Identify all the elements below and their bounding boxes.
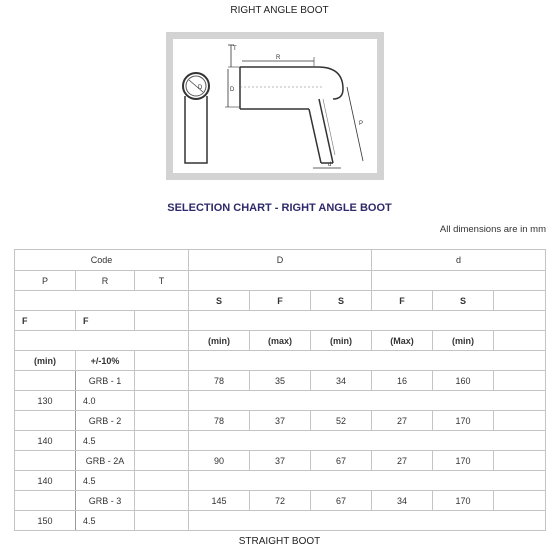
d-upper-label: D	[230, 87, 235, 93]
code-cell: GRB - 2A	[76, 451, 135, 471]
r-cell: 4.5	[76, 511, 135, 531]
table-row	[15, 451, 546, 471]
p-cell: 130	[15, 391, 76, 411]
table-row	[15, 431, 546, 451]
selection-chart-title: SELECTION CHART - RIGHT ANGLE BOOT	[167, 202, 392, 214]
d-lower-label: d	[328, 162, 332, 168]
f-header: F	[372, 291, 433, 311]
s-header: S	[311, 291, 372, 311]
value-cell: 27	[372, 451, 433, 471]
table-row	[15, 471, 546, 491]
selection-table	[14, 249, 546, 531]
table-row	[15, 511, 546, 531]
page-title: RIGHT ANGLE BOOT	[230, 5, 329, 16]
f-header: F	[15, 311, 76, 331]
right-angle-boot-diagram	[166, 32, 384, 180]
min-header: (min)	[433, 331, 494, 351]
value-cell: 160	[433, 371, 494, 391]
r-cell: 4.5	[76, 471, 135, 491]
code-cell: GRB - 1	[76, 371, 135, 391]
t-label: T	[233, 46, 237, 52]
max-header: (max)	[250, 331, 311, 351]
dimensions-note: All dimensions are in mm	[439, 224, 546, 235]
min-header: (min)	[189, 331, 250, 351]
value-cell: 78	[189, 411, 250, 431]
next-section-title: STRAIGHT BOOT	[238, 536, 321, 547]
table-row	[15, 371, 546, 391]
f-header: F	[76, 311, 135, 331]
value-cell: 34	[372, 491, 433, 511]
p-cell: 140	[15, 471, 76, 491]
value-cell: 72	[250, 491, 311, 511]
table-row	[15, 411, 546, 431]
value-cell: 52	[311, 411, 372, 431]
value-cell: 67	[311, 451, 372, 471]
value-cell: 37	[250, 451, 311, 471]
code-cell: GRB - 2	[76, 411, 135, 431]
value-cell: 145	[189, 491, 250, 511]
min-header: (min)	[15, 351, 76, 371]
table-row	[15, 491, 546, 511]
small-d-header: d	[372, 250, 546, 271]
r-cell: 4.5	[76, 431, 135, 451]
tolerance-header: +/-10%	[76, 351, 135, 371]
max-header: (Max)	[372, 331, 433, 351]
value-cell: 35	[250, 371, 311, 391]
r-label: R	[276, 55, 281, 61]
r-header: R	[76, 271, 135, 291]
value-cell: 90	[189, 451, 250, 471]
value-cell: 170	[433, 451, 494, 471]
p-label: P	[359, 121, 364, 127]
round-d-label: D	[198, 85, 203, 91]
min-header: (min)	[311, 331, 372, 351]
value-cell: 34	[311, 371, 372, 391]
code-cell: GRB - 3	[76, 491, 135, 511]
value-cell: 67	[311, 491, 372, 511]
p-header: P	[15, 271, 76, 291]
value-cell: 16	[372, 371, 433, 391]
table-row	[15, 391, 546, 411]
s-header: S	[433, 291, 494, 311]
value-cell: 78	[189, 371, 250, 391]
code-header: Code	[15, 250, 189, 271]
p-cell: 150	[15, 511, 76, 531]
value-cell: 27	[372, 411, 433, 431]
f-header: F	[250, 291, 311, 311]
boot-drawing	[173, 39, 377, 173]
value-cell: 37	[250, 411, 311, 431]
value-cell: 170	[433, 491, 494, 511]
value-cell: 170	[433, 411, 494, 431]
r-cell: 4.0	[76, 391, 135, 411]
d-header: D	[189, 250, 372, 271]
p-cell: 140	[15, 431, 76, 451]
s-header: S	[189, 291, 250, 311]
t-header: T	[135, 271, 189, 291]
